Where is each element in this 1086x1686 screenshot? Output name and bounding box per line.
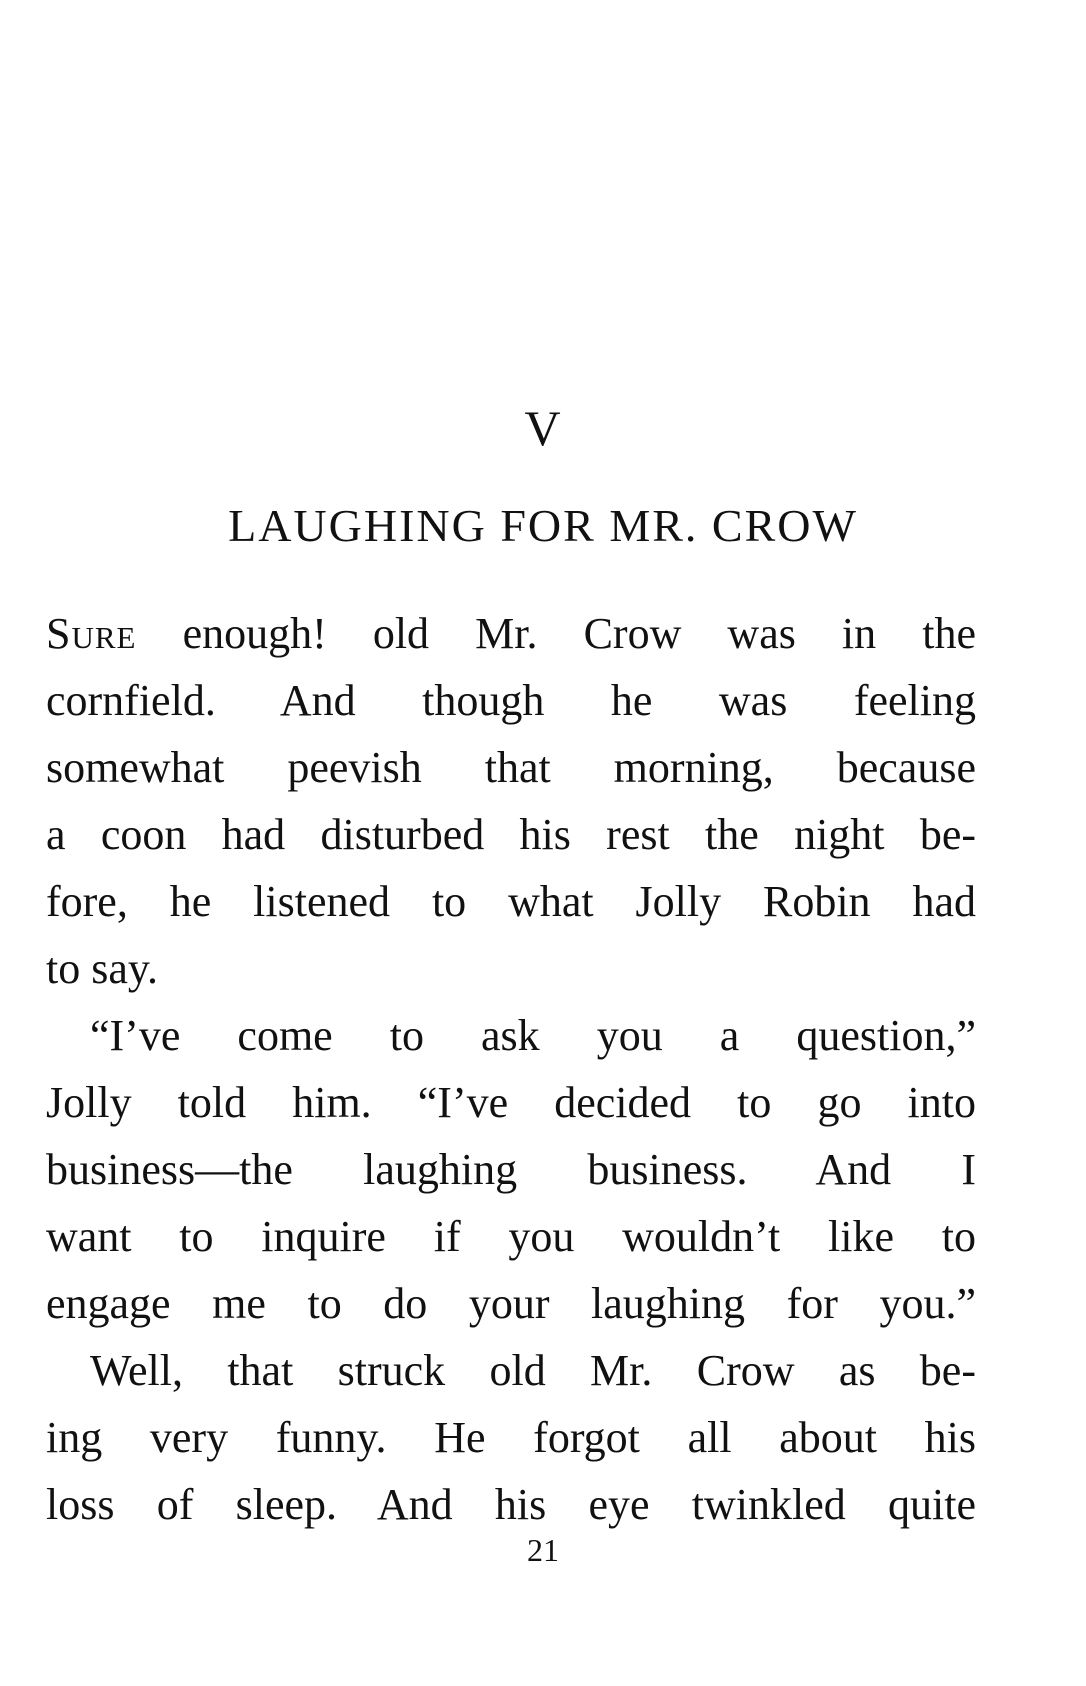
page-number: 21: [527, 1532, 559, 1568]
text-line: Well, that struck old Mr. Crow as be-: [90, 1346, 976, 1395]
chapter-number: V: [524, 400, 562, 456]
lead-word: Sure: [46, 609, 137, 658]
text-line-rest: enough! old Mr. Crow was in the: [136, 609, 976, 658]
chapter-title: LAUGHING FOR MR. CROW: [228, 500, 858, 551]
text-line: “I’ve come to ask you a question,”: [90, 1011, 976, 1060]
text-line: ing very funny. He forgot all about his: [46, 1413, 976, 1462]
text-line: cornfield. And though he was feeling: [46, 676, 976, 725]
text-line: a coon had disturbed his rest the night be-: [46, 810, 976, 859]
text-line: Jolly told him. “I’ve decided to go into: [46, 1078, 976, 1127]
chapter-body: [46, 600, 976, 1538]
text-line: somewhat peevish that morning, because: [46, 743, 976, 792]
text-line: engage me to do your laughing for you.”: [46, 1279, 976, 1328]
text-line: business—the laughing business. And I: [46, 1145, 976, 1194]
text-line: fore, he listened to what Jolly Robin had: [46, 877, 976, 926]
text-line: to say.: [46, 944, 159, 993]
text-line: [46, 600, 976, 667]
text-line: loss of sleep. And his eye twinkled quite: [46, 1480, 976, 1529]
text-line: want to inquire if you wouldn’t like to: [46, 1212, 976, 1261]
